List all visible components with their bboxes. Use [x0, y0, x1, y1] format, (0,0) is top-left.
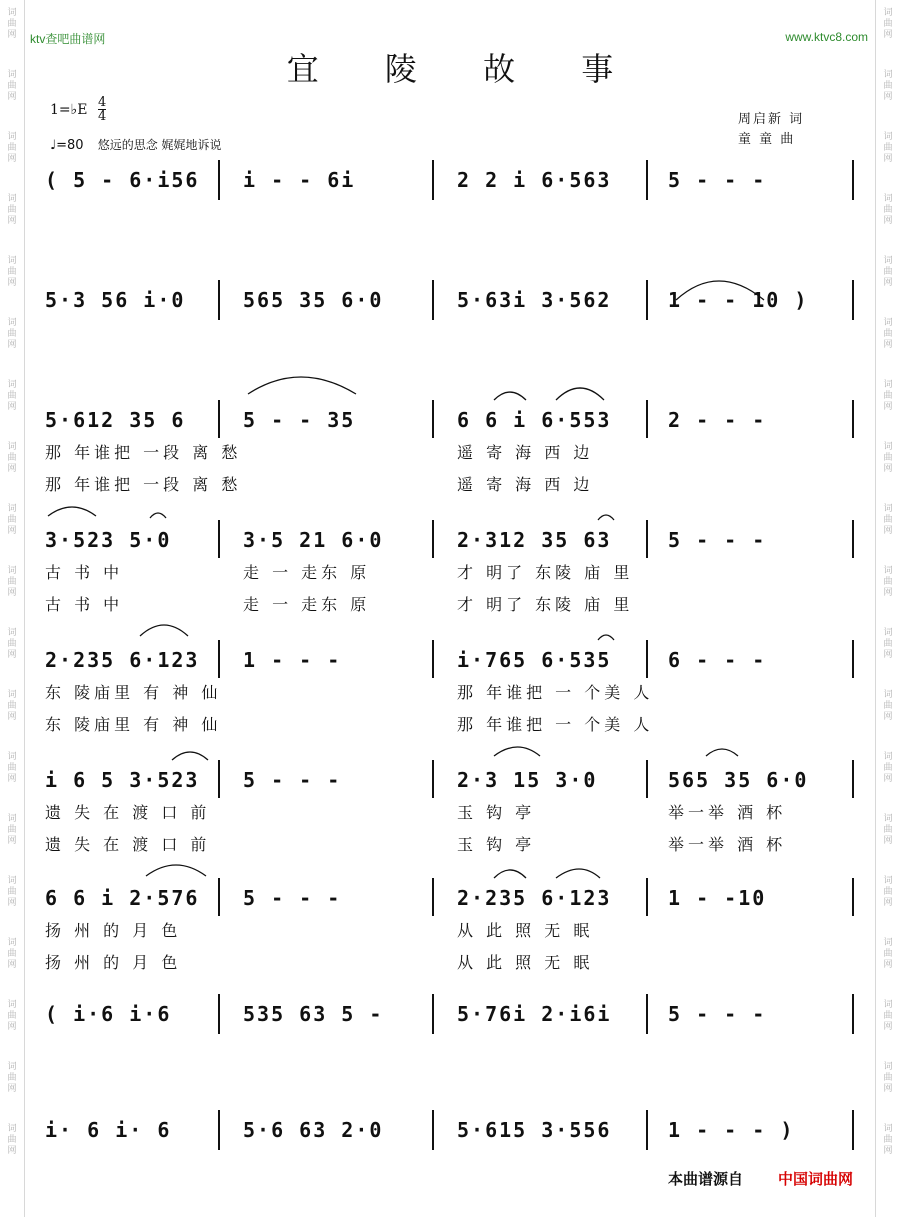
measure-notes: 565 35 6·0: [668, 768, 809, 792]
measure-notes: 2·3 15 3·0: [457, 768, 598, 792]
lyricist-credit: 周启新 词: [738, 112, 805, 127]
measure-notes: 5 - - 35: [243, 408, 356, 432]
bar-line: [852, 520, 854, 558]
measure-notes: 1 - - - ): [668, 1118, 795, 1142]
bar-line: [646, 400, 648, 438]
slur: [494, 870, 526, 878]
lyric-verse-1: 举一举 酒 杯: [668, 803, 787, 822]
slur: [172, 752, 208, 760]
bar-line: [852, 640, 854, 678]
measure-notes: 5·6 63 2·0: [243, 1118, 384, 1142]
measure-notes: 565 35 6·0: [243, 288, 384, 312]
watermark-text: 词 曲 网: [883, 194, 893, 226]
lyric-verse-2: 扬 州 的 月 色: [45, 953, 182, 972]
bar-line: [218, 280, 220, 320]
watermark-text: 词 曲 网: [7, 814, 17, 846]
bar-line: [646, 994, 648, 1034]
bar-line: [218, 400, 220, 438]
bar-line: [852, 760, 854, 798]
watermark-text: 词 曲 网: [7, 132, 17, 164]
lyric-verse-2: 走 一 走东 原: [243, 595, 371, 614]
bar-line: [646, 760, 648, 798]
watermark-text: 词 曲 网: [7, 690, 17, 722]
bar-line: [646, 1110, 648, 1150]
bar-line: [646, 878, 648, 916]
bar-line: [432, 994, 434, 1034]
time-signature: [98, 96, 106, 123]
watermark-text: 词 曲 网: [883, 70, 893, 102]
bar-line: [218, 878, 220, 916]
watermark-text: 词 曲 网: [883, 938, 893, 970]
bar-line: [646, 640, 648, 678]
watermark-text: 词 曲 网: [883, 814, 893, 846]
measure-notes: ( i·6 i·6: [45, 1002, 172, 1026]
lyric-verse-1: 玉 钩 亭: [457, 803, 536, 822]
lyric-verse-2: 遥 寄 海 西 边: [457, 475, 594, 494]
lyric-verse-2: 东 陵庙里 有 神 仙: [45, 715, 222, 734]
bar-line: [218, 1110, 220, 1150]
measure-notes: 2·235 6·123: [457, 886, 612, 910]
lyric-verse-1: 扬 州 的 月 色: [45, 921, 182, 940]
measure-notes: 5 - - -: [668, 1002, 767, 1026]
measure-notes: i 6 5 3·523: [45, 768, 200, 792]
watermark-text: 词 曲 网: [883, 132, 893, 164]
watermark-text: 词 曲 网: [7, 566, 17, 598]
bar-line: [432, 640, 434, 678]
bar-line: [852, 878, 854, 916]
lyric-verse-1: 从 此 照 无 眠: [457, 921, 594, 940]
measure-notes: i - - 6i: [243, 168, 356, 192]
watermark-text: 词 曲 网: [883, 504, 893, 536]
lyric-verse-1: 那 年谁把 一 个美 人: [457, 683, 654, 702]
measure-notes: 5 - - -: [243, 886, 342, 910]
slur: [598, 515, 614, 520]
watermark-text: 词 曲 网: [7, 256, 17, 288]
measure-notes: 5·3 56 i·0: [45, 288, 186, 312]
bar-line: [432, 160, 434, 200]
lyric-verse-2: 从 此 照 无 眠: [457, 953, 594, 972]
watermark-text: 词 曲 网: [883, 628, 893, 660]
bar-line: [432, 400, 434, 438]
measure-notes: 5·612 35 6: [45, 408, 186, 432]
measure-notes: 3·523 5·0: [45, 528, 172, 552]
lyric-verse-2: 举一举 酒 杯: [668, 835, 787, 854]
measure-notes: 1 - - 10 ): [668, 288, 809, 312]
slur: [598, 635, 614, 640]
measure-notes: ( 5 - 6·i56: [45, 168, 200, 192]
measure-notes: i· 6 i· 6: [45, 1118, 172, 1142]
bar-line: [432, 760, 434, 798]
tempo-marking: [50, 136, 222, 153]
measure-notes: 2 - - -: [668, 408, 767, 432]
source-link[interactable]: 中国词曲网: [778, 1170, 854, 1188]
song-title: 宜 陵 故 事: [286, 50, 642, 88]
lyric-verse-1: 那 年谁把 一段 离 愁: [45, 443, 242, 462]
slur: [556, 388, 604, 400]
watermark-text: 词 曲 网: [883, 8, 893, 40]
bar-line: [218, 994, 220, 1034]
bar-line: [218, 640, 220, 678]
watermark-text: 词 曲 网: [883, 380, 893, 412]
measure-notes: 1 - -10: [668, 886, 767, 910]
measure-notes: 535 63 5 -: [243, 1002, 384, 1026]
right-watermark-strip: [875, 0, 900, 1217]
slur: [706, 749, 738, 756]
watermark-text: 词 曲 网: [7, 70, 17, 102]
watermark-text: 词 曲 网: [7, 504, 17, 536]
measure-notes: 5 - - -: [668, 528, 767, 552]
bar-line: [432, 520, 434, 558]
slur: [146, 865, 206, 876]
measure-notes: 6 6 i 2·576: [45, 886, 200, 910]
lyric-verse-1: 遗 失 在 渡 口 前: [45, 803, 211, 822]
measure-notes: 5·63i 3·562: [457, 288, 612, 312]
bar-line: [218, 760, 220, 798]
lyric-verse-1: 古 书 中: [45, 563, 124, 582]
watermark-text: 词 曲 网: [7, 194, 17, 226]
bar-line: [646, 160, 648, 200]
watermark-text: 词 曲 网: [7, 380, 17, 412]
measure-notes: 2·235 6·123: [45, 648, 200, 672]
slur: [556, 869, 600, 878]
watermark-text: 词 曲 网: [7, 752, 17, 784]
measure-notes: 5 - - -: [668, 168, 767, 192]
measure-notes: 5·76i 2·i6i: [457, 1002, 612, 1026]
lyric-verse-1: 走 一 走东 原: [243, 563, 371, 582]
time-numerator: 4: [98, 95, 107, 110]
watermark-text: 词 曲 网: [7, 1000, 17, 1032]
left-watermark-strip: [0, 0, 25, 1217]
bar-line: [218, 520, 220, 558]
watermark-text: 词 曲 网: [7, 876, 17, 908]
composer-credit: 童 童 曲: [738, 132, 796, 147]
key-label: 1=♭E: [50, 102, 88, 118]
tempo-description: 悠远的思念 娓娓地诉说: [97, 138, 222, 152]
measure-notes: i·765 6·535: [457, 648, 612, 672]
bar-line: [646, 280, 648, 320]
watermark-text: 词 曲 网: [883, 318, 893, 350]
watermark-text: 词 曲 网: [7, 8, 17, 40]
bar-line: [852, 160, 854, 200]
tempo-value: ♩=80: [50, 138, 84, 153]
slur: [140, 625, 188, 636]
watermark-text: 词 曲 网: [883, 1062, 893, 1094]
lyric-verse-2: 那 年谁把 一段 离 愁: [45, 475, 242, 494]
watermark-text: 词 曲 网: [7, 442, 17, 474]
measure-notes: 1 - - -: [243, 648, 342, 672]
measure-notes: 5·615 3·556: [457, 1118, 612, 1142]
lyric-verse-1: 才 明了 东陵 庙 里: [457, 563, 634, 582]
site-brand-right: www.ktvc8.com: [785, 30, 868, 44]
watermark-text: 词 曲 网: [883, 690, 893, 722]
lyric-verse-2: 那 年谁把 一 个美 人: [457, 715, 654, 734]
bar-line: [852, 1110, 854, 1150]
source-label: 本曲谱源自: [668, 1170, 744, 1188]
slur: [494, 392, 526, 400]
measure-notes: 6 6 i 6·553: [457, 408, 612, 432]
watermark-text: 词 曲 网: [883, 442, 893, 474]
watermark-text: 词 曲 网: [7, 1062, 17, 1094]
time-denominator: 4: [98, 109, 107, 124]
measure-notes: 2·312 35 63: [457, 528, 612, 552]
slur: [248, 377, 356, 394]
measure-notes: 6 - - -: [668, 648, 767, 672]
lyric-verse-2: 遗 失 在 渡 口 前: [45, 835, 211, 854]
watermark-text: 词 曲 网: [883, 876, 893, 908]
watermark-text: 词 曲 网: [883, 752, 893, 784]
watermark-text: 词 曲 网: [7, 1124, 17, 1156]
measure-notes: 2 2 i 6·563: [457, 168, 612, 192]
lyric-verse-2: 玉 钩 亭: [457, 835, 536, 854]
bar-line: [432, 280, 434, 320]
watermark-text: 词 曲 网: [7, 628, 17, 660]
watermark-text: 词 曲 网: [883, 256, 893, 288]
slur: [150, 513, 166, 518]
site-brand-left: ktv查吧曲谱网: [30, 32, 106, 46]
bar-line: [218, 160, 220, 200]
bar-line: [852, 994, 854, 1034]
lyric-verse-2: 古 书 中: [45, 595, 124, 614]
bar-line: [432, 1110, 434, 1150]
slur: [494, 747, 540, 756]
bar-line: [852, 400, 854, 438]
measure-notes: 3·5 21 6·0: [243, 528, 384, 552]
watermark-text: 词 曲 网: [7, 318, 17, 350]
measure-notes: 5 - - -: [243, 768, 342, 792]
bar-line: [852, 280, 854, 320]
bar-line: [432, 878, 434, 916]
lyric-verse-2: 才 明了 东陵 庙 里: [457, 595, 634, 614]
watermark-text: 词 曲 网: [883, 1000, 893, 1032]
watermark-text: 词 曲 网: [883, 1124, 893, 1156]
slur: [48, 507, 96, 516]
lyric-verse-1: 遥 寄 海 西 边: [457, 443, 594, 462]
bar-line: [646, 520, 648, 558]
watermark-text: 词 曲 网: [7, 938, 17, 970]
lyric-verse-1: 东 陵庙里 有 神 仙: [45, 683, 222, 702]
watermark-text: 词 曲 网: [883, 566, 893, 598]
